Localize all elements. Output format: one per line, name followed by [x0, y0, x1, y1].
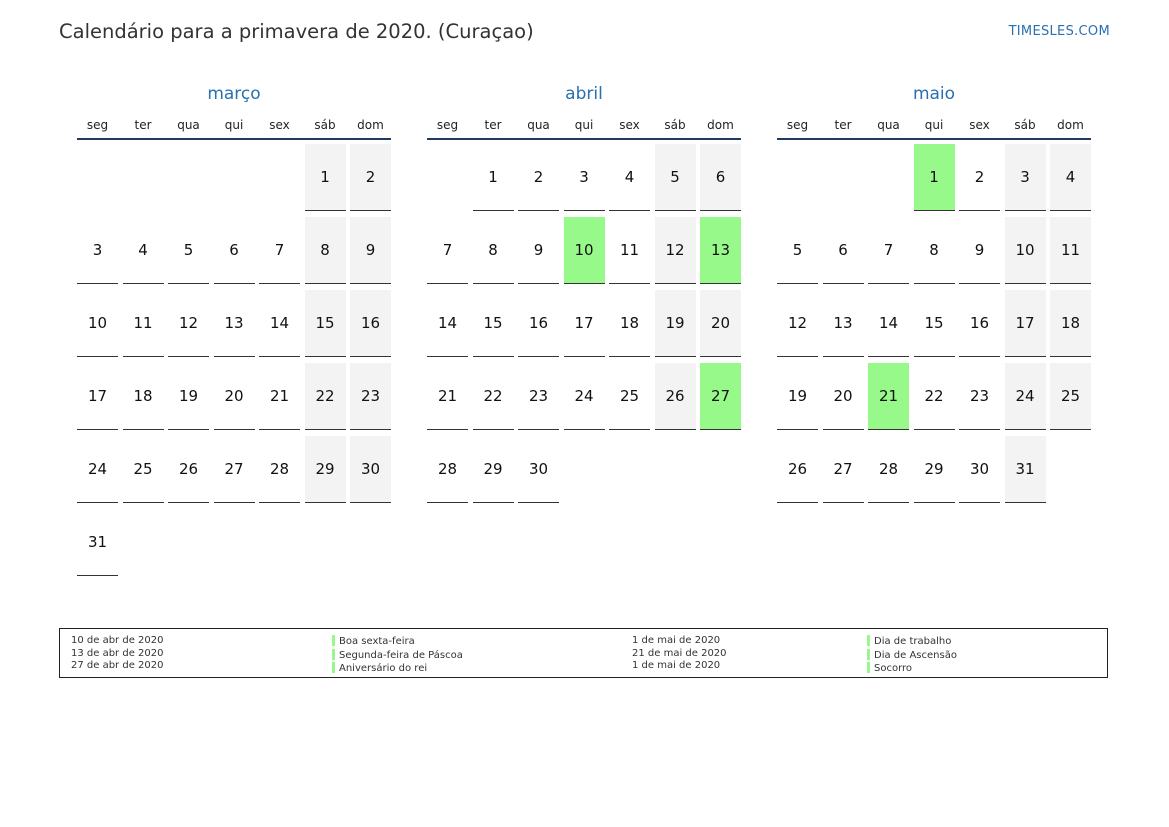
legend-holiday-name: Aniversário do rei	[339, 663, 428, 674]
day-cell: 26	[655, 363, 696, 430]
day-cell: 31	[77, 509, 118, 576]
weekday-label: qui	[574, 118, 594, 132]
day-cell: 8	[305, 217, 346, 284]
day-cell: 15	[914, 290, 955, 357]
day-cell: 12	[777, 290, 818, 357]
legend-dates-right	[632, 635, 727, 673]
month-0	[77, 80, 391, 551]
page-title: Calendário para a primavera de 2020. (Curaçao)	[59, 20, 534, 43]
day-cell: 24	[77, 436, 118, 503]
day-cell-holiday: 13	[700, 217, 741, 284]
day-cell: 5	[168, 217, 209, 284]
day-cell: 24	[1005, 363, 1046, 430]
day-cell: 11	[609, 217, 650, 284]
day-cell: 2	[518, 144, 559, 211]
day-cell: 27	[214, 436, 255, 503]
day-cell: 6	[214, 217, 255, 284]
holiday-marker	[332, 649, 335, 660]
holiday-marker	[332, 635, 335, 646]
day-cell: 20	[700, 290, 741, 357]
day-cell: 21	[427, 363, 468, 430]
day-cell: 10	[1005, 217, 1046, 284]
day-cell: 28	[427, 436, 468, 503]
day-cell: 29	[914, 436, 955, 503]
day-cell: 30	[959, 436, 1000, 503]
day-cell: 19	[168, 363, 209, 430]
day-cell: 27	[823, 436, 864, 503]
legend-date: 1 de mai de 2020	[632, 660, 721, 671]
day-cell: 30	[518, 436, 559, 503]
day-cell: 31	[1005, 436, 1046, 503]
day-cell: 30	[350, 436, 391, 503]
legend-holiday-name: Boa sexta-feira	[339, 636, 415, 647]
day-cell: 5	[655, 144, 696, 211]
legend-names-right	[867, 635, 957, 676]
legend-holiday-name: Socorro	[874, 663, 913, 674]
day-cell: 23	[518, 363, 559, 430]
day-cell: 6	[700, 144, 741, 211]
weekday-label: sex	[619, 118, 640, 132]
day-cell: 8	[473, 217, 514, 284]
month-name: maio	[912, 84, 956, 104]
site-link[interactable]: TIMESLES.COM	[1008, 24, 1110, 39]
day-cell: 25	[123, 436, 164, 503]
day-cell: 22	[473, 363, 514, 430]
day-cell: 3	[1005, 144, 1046, 211]
day-cell: 25	[609, 363, 650, 430]
legend-date: 13 de abr de 2020	[71, 647, 164, 659]
day-cell: 2	[350, 144, 391, 211]
day-cell: 23	[959, 363, 1000, 430]
holiday-marker	[867, 662, 870, 673]
day-cell: 9	[350, 217, 391, 284]
day-cell: 19	[777, 363, 818, 430]
day-cell: 26	[168, 436, 209, 503]
day-cell: 6	[823, 217, 864, 284]
legend-holiday-name: Dia de trabalho	[874, 636, 952, 647]
weekday-label: dom	[1057, 118, 1084, 132]
weekday-label: qui	[924, 118, 944, 132]
day-cell: 2	[959, 144, 1000, 211]
weekday-label: sáb	[664, 118, 686, 132]
day-cell: 28	[259, 436, 300, 503]
day-cell: 14	[868, 290, 909, 357]
day-cell: 14	[259, 290, 300, 357]
weekday-label: sáb	[314, 118, 336, 132]
weekday-header	[427, 108, 741, 140]
legend-date: 27 de abr de 2020	[71, 660, 164, 671]
day-cell: 1	[305, 144, 346, 211]
day-cell: 9	[959, 217, 1000, 284]
day-cell: 3	[77, 217, 118, 284]
day-cell: 22	[305, 363, 346, 430]
day-cell: 29	[473, 436, 514, 503]
day-cell: 10	[77, 290, 118, 357]
weekday-label: sex	[269, 118, 290, 132]
weekday-label: dom	[357, 118, 384, 132]
day-cell: 17	[564, 290, 605, 357]
day-cell: 7	[427, 217, 468, 284]
weekday-label: qua	[177, 118, 200, 132]
day-cell: 4	[123, 217, 164, 284]
day-cell: 18	[609, 290, 650, 357]
weekday-label: qua	[877, 118, 900, 132]
day-cell: 9	[518, 217, 559, 284]
legend-names-left	[332, 635, 463, 676]
legend-holiday-left-3	[332, 662, 463, 676]
day-cell: 13	[823, 290, 864, 357]
day-cell: 23	[350, 363, 391, 430]
day-cell: 15	[473, 290, 514, 357]
legend-holiday-name: Dia de Ascensão	[874, 649, 957, 661]
day-cell: 15	[305, 290, 346, 357]
legend-holiday-left-2	[332, 649, 463, 663]
weekday-label: sex	[969, 118, 990, 132]
day-cell: 20	[214, 363, 255, 430]
weekday-label: qui	[224, 118, 244, 132]
day-cell: 7	[868, 217, 909, 284]
day-cell: 7	[259, 217, 300, 284]
legend-date: 1 de mai de 2020	[632, 635, 721, 646]
legend-dates-left	[71, 635, 163, 673]
month-1	[427, 80, 741, 478]
weekday-label: ter	[134, 118, 152, 132]
holiday-marker	[332, 662, 335, 673]
legend-date: 10 de abr de 2020	[71, 635, 164, 646]
day-cell: 29	[305, 436, 346, 503]
legend-holiday-right-1	[867, 635, 957, 649]
day-cell: 5	[777, 217, 818, 284]
legend-holiday-right-2	[867, 649, 957, 663]
day-cell: 13	[214, 290, 255, 357]
day-cell: 20	[823, 363, 864, 430]
day-cell: 28	[868, 436, 909, 503]
day-cell-holiday: 1	[914, 144, 955, 211]
day-cell: 19	[655, 290, 696, 357]
day-cell: 16	[959, 290, 1000, 357]
legend-holiday-right-3	[867, 662, 957, 676]
weekday-label: sáb	[1014, 118, 1036, 132]
day-cell: 24	[564, 363, 605, 430]
day-cell: 16	[518, 290, 559, 357]
day-cell: 26	[777, 436, 818, 503]
weekday-label: ter	[834, 118, 852, 132]
day-cell: 18	[1050, 290, 1091, 357]
day-cell: 8	[914, 217, 955, 284]
day-cell: 1	[473, 144, 514, 211]
day-cell: 4	[1050, 144, 1091, 211]
day-cell: 14	[427, 290, 468, 357]
day-cell: 22	[914, 363, 955, 430]
day-cell: 11	[1050, 217, 1091, 284]
day-cell-holiday: 27	[700, 363, 741, 430]
day-cell: 21	[259, 363, 300, 430]
weekday-label: seg	[436, 118, 459, 132]
weekday-header	[77, 108, 391, 140]
weekday-label: seg	[86, 118, 109, 132]
day-cell: 12	[168, 290, 209, 357]
day-cell: 17	[1005, 290, 1046, 357]
day-cell: 3	[564, 144, 605, 211]
day-cell: 4	[609, 144, 650, 211]
day-cell: 25	[1050, 363, 1091, 430]
weekday-label: qua	[527, 118, 550, 132]
weekday-label: ter	[484, 118, 502, 132]
month-2	[777, 80, 1091, 478]
holiday-marker	[867, 649, 870, 660]
legend-holiday-left-1	[332, 635, 463, 649]
day-cell-holiday: 10	[564, 217, 605, 284]
holiday-marker	[867, 635, 870, 646]
weekday-header	[777, 108, 1091, 140]
month-name: abril	[565, 84, 603, 104]
month-name: março	[207, 84, 261, 104]
day-cell: 16	[350, 290, 391, 357]
day-cell: 17	[77, 363, 118, 430]
legend-date: 21 de mai de 2020	[632, 647, 727, 659]
weekday-label: seg	[786, 118, 809, 132]
weekday-label: dom	[707, 118, 734, 132]
day-cell: 11	[123, 290, 164, 357]
day-cell: 12	[655, 217, 696, 284]
holiday-legend	[59, 628, 1108, 678]
day-cell: 18	[123, 363, 164, 430]
legend-holiday-name: Segunda-feira de Páscoa	[339, 649, 463, 661]
day-cell-holiday: 21	[868, 363, 909, 430]
